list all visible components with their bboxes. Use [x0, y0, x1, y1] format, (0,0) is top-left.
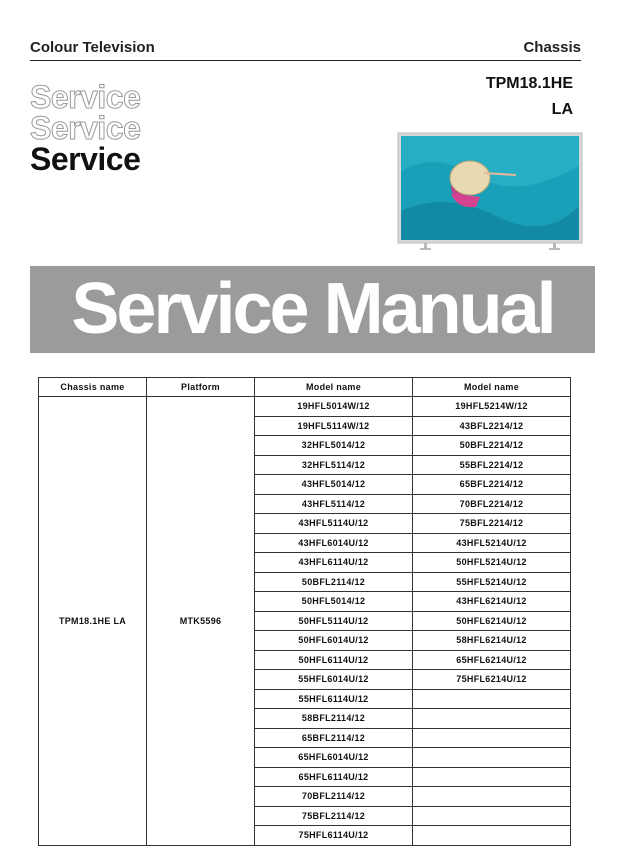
model-table	[38, 377, 571, 846]
model-name-cell: 55BFL2214/12	[413, 455, 571, 475]
service-logo-solid: Service	[30, 141, 141, 177]
model-name-cell: 70BFL2114/12	[255, 787, 413, 807]
model-name-cell: 32HFL5014/12	[255, 436, 413, 456]
model-name-cell: 43HFL6214U/12	[413, 592, 571, 612]
model-name-cell	[413, 728, 571, 748]
service-logo-outline-2: Service	[30, 110, 141, 146]
model-name-cell: 43HFL5214U/12	[413, 533, 571, 553]
model-name-cell: 55HFL6014U/12	[255, 670, 413, 690]
table-row	[39, 397, 571, 417]
model-name-cell: 70BFL2214/12	[413, 494, 571, 514]
chassis-code-line1: TPM18.1HE	[485, 75, 573, 92]
model-name-cell: 50HFL6214U/12	[413, 611, 571, 631]
model-name-cell	[413, 748, 571, 768]
header-platform: Platform	[147, 378, 255, 397]
table-header-row	[39, 378, 571, 397]
model-name-cell: 50HFL5014/12	[255, 592, 413, 612]
model-name-cell: 43HFL5114U/12	[255, 514, 413, 534]
model-name-cell: 75HFL6214U/12	[413, 670, 571, 690]
chassis-code-line2: LA	[551, 101, 573, 118]
model-name-cell: 65BFL2114/12	[255, 728, 413, 748]
header-model-name-2: Model name	[413, 378, 571, 397]
chassis-label: Chassis	[523, 39, 581, 56]
model-name-cell: 50HFL6114U/12	[255, 650, 413, 670]
model-name-cell: 55HFL6114U/12	[255, 689, 413, 709]
model-name-cell: 50HFL6014U/12	[255, 631, 413, 651]
model-name-cell: 43HFL6014U/12	[255, 533, 413, 553]
model-name-cell: 65HFL6014U/12	[255, 748, 413, 768]
service-logo-outline-1: Service	[30, 79, 141, 115]
header-model-name-1: Model name	[255, 378, 413, 397]
model-name-cell: 58BFL2114/12	[255, 709, 413, 729]
model-name-cell: 65HFL6114U/12	[255, 767, 413, 787]
model-name-cell: 19HFL5114W/12	[255, 416, 413, 436]
model-name-cell	[413, 689, 571, 709]
service-manual-banner	[30, 266, 595, 353]
model-name-cell	[413, 806, 571, 826]
header-divider	[30, 60, 581, 61]
model-name-cell: 65HFL6214U/12	[413, 650, 571, 670]
model-name-cell: 43HFL6114U/12	[255, 553, 413, 573]
model-name-cell: 58HFL6214U/12	[413, 631, 571, 651]
banner-title: Service Manual	[71, 269, 554, 349]
model-name-cell: 75HFL6114U/12	[255, 826, 413, 846]
tv-product-image	[396, 131, 584, 253]
header-chassis-name: Chassis name	[39, 378, 147, 397]
model-name-cell	[413, 787, 571, 807]
model-name-cell	[413, 767, 571, 787]
model-name-cell: 19HFL5014W/12	[255, 397, 413, 417]
model-name-cell: 75BFL2214/12	[413, 514, 571, 534]
model-name-cell: 43BFL2214/12	[413, 416, 571, 436]
model-name-cell: 50HFL5214U/12	[413, 553, 571, 573]
service-logo	[30, 79, 141, 177]
model-name-cell	[413, 709, 571, 729]
model-name-cell: 75BFL2114/12	[255, 806, 413, 826]
platform-cell: MTK5596	[147, 397, 255, 846]
model-name-cell: 32HFL5114/12	[255, 455, 413, 475]
model-name-cell: 50HFL5114U/12	[255, 611, 413, 631]
model-name-cell: 55HFL5214U/12	[413, 572, 571, 592]
model-name-cell: 43HFL5114/12	[255, 494, 413, 514]
chassis-code	[413, 71, 573, 123]
model-name-cell: 50BFL2114/12	[255, 572, 413, 592]
model-name-cell: 19HFL5214W/12	[413, 397, 571, 417]
chassis-name-cell: TPM18.1HE LA	[39, 397, 147, 846]
model-name-cell: 43HFL5014/12	[255, 475, 413, 495]
model-name-cell: 65BFL2214/12	[413, 475, 571, 495]
model-name-cell	[413, 826, 571, 846]
document-category: Colour Television	[30, 39, 155, 56]
model-name-cell: 50BFL2214/12	[413, 436, 571, 456]
